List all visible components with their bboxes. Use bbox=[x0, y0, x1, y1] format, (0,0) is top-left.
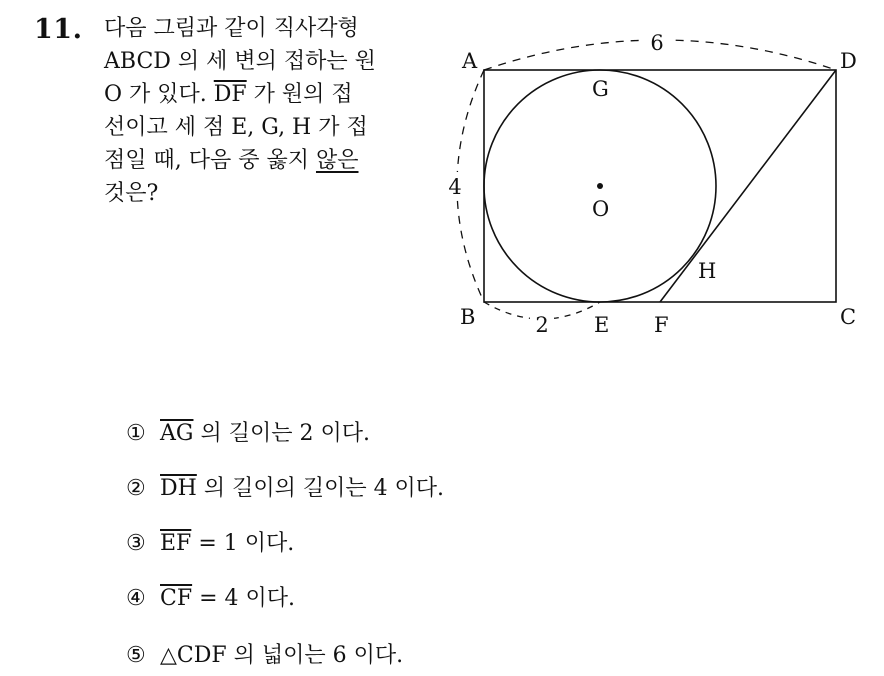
text-run: 의 길이의 길이는 4 이다. bbox=[196, 476, 445, 501]
label-b: B bbox=[460, 305, 476, 329]
segment-label: $\overline{AG}$ bbox=[160, 421, 194, 446]
choice-marker: ③ bbox=[126, 531, 146, 556]
question-line-4 bbox=[104, 111, 424, 144]
text-run: ABCD 의 세 변의 접하는 원 bbox=[104, 49, 376, 74]
choice-3[interactable] bbox=[126, 526, 294, 557]
choice-marker: ① bbox=[126, 421, 146, 446]
question-text bbox=[104, 12, 424, 210]
label-e: E bbox=[594, 313, 610, 337]
text-run: = 4 이다. bbox=[192, 586, 296, 611]
label-f: F bbox=[654, 313, 669, 337]
text-run: 의 길이는 2 이다. bbox=[193, 421, 370, 446]
tangent-line-df bbox=[660, 70, 836, 302]
choice-5[interactable] bbox=[126, 638, 403, 669]
segment-label: $\overline{CF}$ bbox=[160, 586, 193, 611]
text-run: △CDF 의 넓이는 6 이다. bbox=[160, 643, 404, 668]
segment-label: $\overline{EF}$ bbox=[160, 531, 192, 556]
choice-marker: ④ bbox=[126, 586, 146, 611]
label-o: O bbox=[592, 197, 610, 221]
question-number: 11. bbox=[34, 14, 83, 45]
choice-2[interactable] bbox=[126, 471, 444, 502]
measure-label-left: 4 bbox=[448, 175, 462, 199]
choice-marker: ⑤ bbox=[126, 643, 146, 668]
question-line-2 bbox=[104, 45, 424, 78]
choice-marker: ② bbox=[126, 476, 146, 501]
label-c: C bbox=[840, 305, 857, 329]
label-d: D bbox=[840, 49, 857, 73]
question-line-1 bbox=[104, 12, 424, 45]
label-h: H bbox=[698, 259, 717, 283]
geometry-figure bbox=[440, 20, 860, 340]
text-run: 것은? bbox=[104, 181, 159, 206]
rectangle-abcd bbox=[484, 70, 836, 302]
text-run: 가 원의 접 bbox=[246, 82, 353, 107]
measure-label-bottom: 2 bbox=[535, 313, 549, 337]
label-g: G bbox=[592, 77, 609, 101]
text-run: O 가 있다. bbox=[104, 82, 214, 107]
choice-4[interactable] bbox=[126, 581, 295, 612]
measure-label-top: 6 bbox=[650, 31, 664, 55]
question-line-3 bbox=[104, 78, 424, 111]
text-run: 점일 때, 다음 중 옳지 bbox=[104, 148, 316, 173]
text-run: = 1 이다. bbox=[191, 531, 295, 556]
underlined-text: 않은 bbox=[315, 148, 359, 173]
segment-label: $\overline{DF}$ bbox=[213, 82, 247, 107]
choice-1[interactable] bbox=[126, 416, 370, 447]
text-run: 다음 그림과 같이 직사각형 bbox=[104, 16, 359, 41]
text-run: 선이고 세 점 E, G, H 가 접 bbox=[104, 115, 368, 140]
label-a: A bbox=[462, 49, 478, 73]
question-line-6 bbox=[104, 177, 424, 210]
segment-label: $\overline{DH}$ bbox=[160, 476, 197, 501]
question-line-5 bbox=[104, 144, 424, 177]
center-dot bbox=[597, 183, 603, 189]
